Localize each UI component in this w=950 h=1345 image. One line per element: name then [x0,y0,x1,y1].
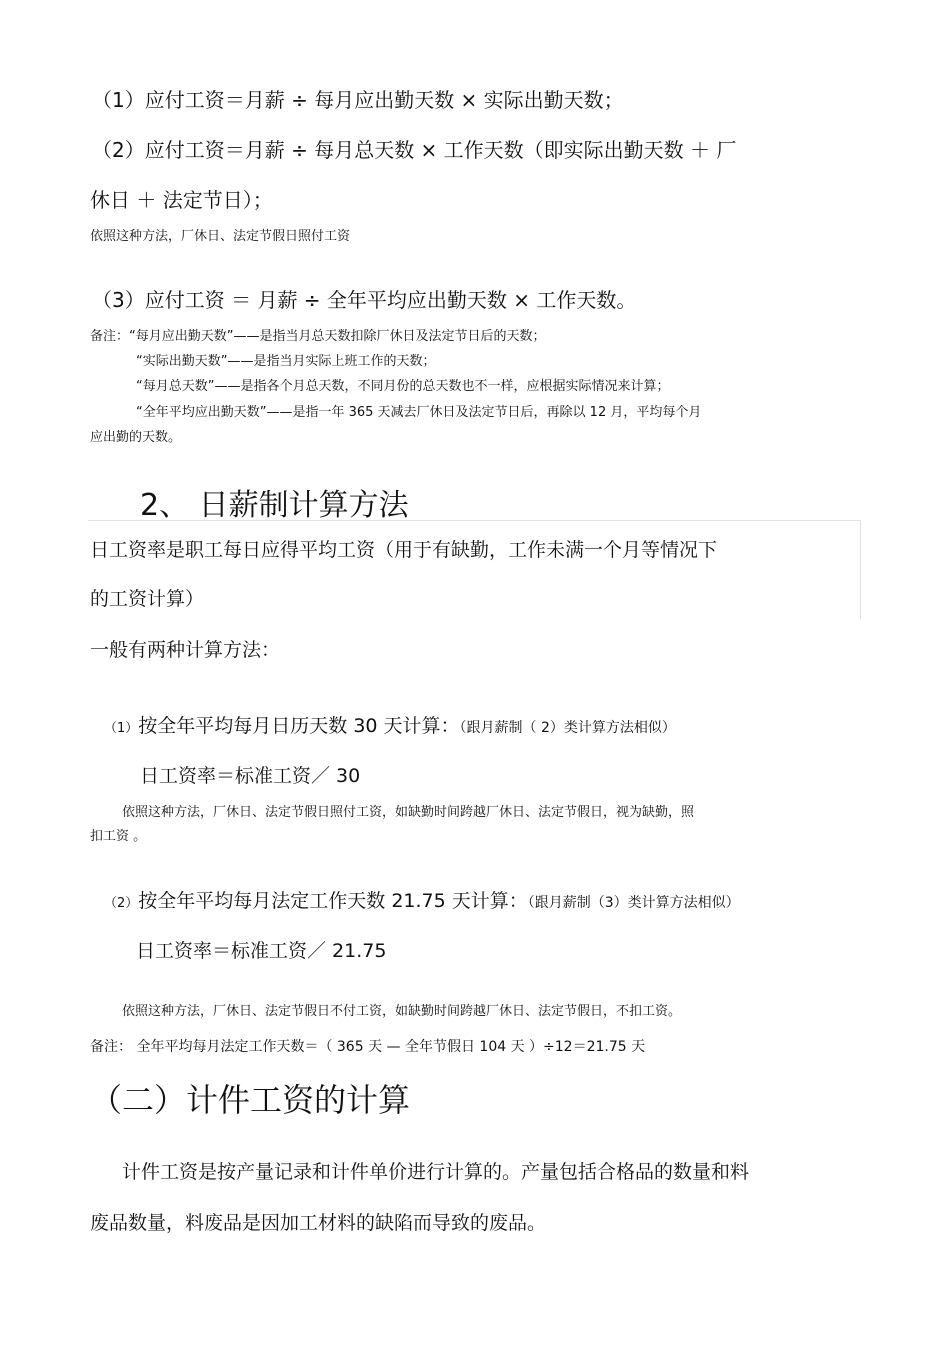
remark-line-2: “实际出勤天数”——是指当月实际上班工作的天数； [136,354,436,369]
remark-line-5: 应出勤的天数。 [90,430,182,445]
method-2-paren: （跟月薪制（3）类计算方法相似） [527,895,740,911]
definition-line-2: 的工资计算） [90,588,205,610]
method-note: 依照这种方法，厂休日、法定节假日照付工资 [90,229,351,244]
formula-1: （1）应付工资＝月薪 ÷ 每月应出勤天数 × 实际出勤天数； [92,88,624,112]
method-2-number: （2） [104,896,139,911]
piece-wage-line-1: 计件工资是按产量记录和计件单价进行计算的。产量包括合格品的数量和料 [122,1161,750,1183]
method-1-formula: 日工资率＝标准工资／ 30 [140,765,361,787]
formula-3: （3）应付工资 ＝ 月薪 ÷ 全年平均应出勤天数 × 工作天数。 [92,288,637,312]
method-2-formula: 日工资率＝标准工资／ 21.75 [136,940,387,962]
method-1-main: 按全年平均每月日历天数 30 天计算： [138,715,460,737]
method-2-remark: 备注： 全年平均每月法定工作天数＝（ 365 天 — 全年节假日 104 天 ）÷12＝21.75 天 [90,1039,646,1055]
remark-line-4: “全年平均应出勤天数”——是指一年 365 天减去厂休日及法定节日后，再除以 12 月，平均每个月 [136,405,702,420]
remark-line-3: “每月总天数”——是指各个月总天数，不同月份的总天数也不一样，应根据实际情况来计算； [136,379,670,394]
method-2-main: 按全年平均每月法定工作天数 21.75 天计算： [138,890,528,912]
method-1-paren: （跟月薪制（ 2）类计算方法相似） [459,720,676,736]
method-2-title [104,886,740,913]
method-2-note: 依照这种方法，厂休日、法定节假日不付工资，如缺勤时间跨越厂休日、法定节假日，不扣工资。 [122,1004,682,1019]
method-1-note-line-1: 依照这种方法，厂休日、法定节假日照付工资，如缺勤时间跨越厂休日、法定节假日，视为缺勤，照 [122,805,695,820]
section-2-heading: 2、 日薪制计算方法 [140,488,409,523]
methods-intro: 一般有两种计算方法： [90,639,281,661]
section-3-heading: （二）计件工资的计算 [90,1081,411,1119]
definition-line-1: 日工资率是职工每日应得平均工资（用于有缺勤，工作未满一个月等情况下 [90,539,718,561]
formula-2-line-2: 休日 ＋ 法定节日）； [90,188,273,212]
method-1-title [104,711,676,738]
method-1-number: （1） [104,721,139,736]
method-1-note-line-2: 扣工资 。 [90,829,147,844]
formula-2-line-1: （2）应付工资＝月薪 ÷ 每月总天数 × 工作天数（即实际出勤天数 ＋ 厂 [92,138,737,162]
piece-wage-line-2: 废品数量，料废品是因加工材料的缺陷而导致的废品。 [90,1212,547,1234]
remark-line-1: 备注：“每月应出勤天数”——是指当月总天数扣除厂休日及法定节日后的天数； [90,329,546,344]
